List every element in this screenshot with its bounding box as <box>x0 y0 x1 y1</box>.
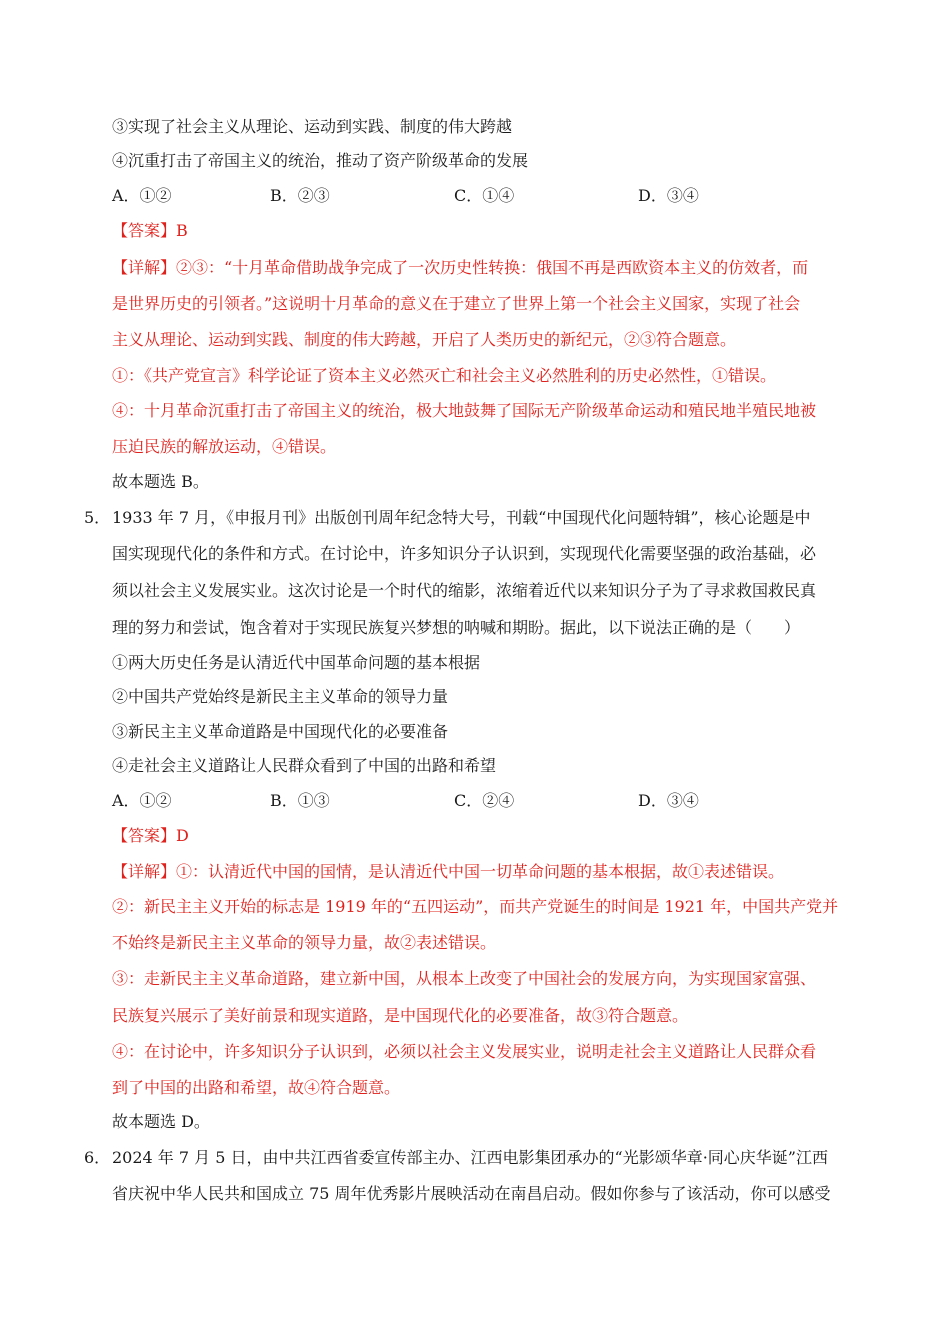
q5-option-c: C．②④ <box>454 791 515 810</box>
q5-stem-line-1: 1933 年 7 月，《申报月刊》出版创刊周年纪念特大号，刊载“中国现代化问题特辑”，核心论题是中 <box>112 508 811 527</box>
q5-option-a: A．①② <box>112 791 172 810</box>
q4-explanation-line-2: 是世界历史的引领者。”这说明十月革命的意义在于建立了世界上第一个社会主义国家，实现了社会 <box>112 294 801 313</box>
answer-label: 【答案】 <box>112 826 177 845</box>
q4-conclusion: 故本题选 B。 <box>112 472 209 491</box>
q4-option-a: A．①② <box>112 186 172 205</box>
q4-option-c: C．①④ <box>454 186 515 205</box>
q5-stem-line-3: 须以社会主义发展实业。这次讨论是一个时代的缩影，浓缩着近代以来知识分子为了寻求救国救民真 <box>112 581 817 600</box>
q4-option-b: B．②③ <box>270 186 330 205</box>
q5-option-d: D．③④ <box>638 791 699 810</box>
q5-statement-3: ③新民主主义革命道路是中国现代化的必要准备 <box>112 722 449 741</box>
q5-number: 5． <box>84 508 111 527</box>
q5-explanation-line-3: 不始终是新民主主义革命的领导力量，故②表述错误。 <box>112 933 497 952</box>
q5-stem-line-2: 国实现现代化的条件和方式。在讨论中，许多知识分子认识到，实现现代化需要坚强的政治基础，必 <box>112 544 817 563</box>
answer-value: D <box>176 826 189 845</box>
q4-explanation-line-3: 主义从理论、运动到实践、制度的伟大跨越，开启了人类历史的新纪元，②③符合题意。 <box>112 330 737 349</box>
q5-explanation-line-4: ③：走新民主主义革命道路，建立新中国，从根本上改变了中国社会的发展方向，为实现国家富强、 <box>112 969 817 988</box>
q4-statement-3: ③实现了社会主义从理论、运动到实践、制度的伟大跨越 <box>112 117 513 136</box>
q5-explanation-line-5: 民族复兴展示了美好前景和现实道路，是中国现代化的必要准备，故③符合题意。 <box>112 1006 689 1025</box>
q5-explanation-line-2: ②：新民主主义开始的标志是 1919 年的“五四运动”，而共产党诞生的时间是 1921 年，中国共产党并 <box>112 897 839 916</box>
q5-explanation-line-6: ④：在讨论中，许多知识分子认识到，必须以社会主义发展实业，说明走社会主义道路让人民群众看 <box>112 1042 817 1061</box>
q6-number: 6． <box>84 1148 111 1167</box>
q4-statement-4: ④沉重打击了帝国主义的统治，推动了资产阶级革命的发展 <box>112 151 529 170</box>
answer-label: 【答案】 <box>112 221 177 240</box>
q4-answer <box>112 220 188 242</box>
q5-explanation-line-1: 【详解】①：认清近代中国的国情，是认清近代中国一切革命问题的基本根据，故①表述错误。 <box>112 862 785 881</box>
q4-explanation-line-6: 压迫民族的解放运动，④错误。 <box>112 437 337 456</box>
q5-statement-4: ④走社会主义道路让人民群众看到了中国的出路和希望 <box>112 756 497 775</box>
q4-explanation-line-4: ①：《共产党宣言》科学论证了资本主义必然灭亡和社会主义必然胜利的历史必然性，①错误。 <box>112 366 777 385</box>
q4-option-d: D．③④ <box>638 186 699 205</box>
q5-answer <box>112 825 189 847</box>
q5-option-b: B．①③ <box>270 791 330 810</box>
q5-conclusion: 故本题选 D。 <box>112 1112 210 1131</box>
q6-stem-line-1: 2024 年 7 月 5 日，由中共江西省委宣传部主办、江西电影集团承办的“光影颂华章·同心庆华诞”江西 <box>112 1148 828 1167</box>
q5-statement-2: ②中国共产党始终是新民主主义革命的领导力量 <box>112 687 449 706</box>
q5-statement-1: ①两大历史任务是认清近代中国革命问题的基本根据 <box>112 653 481 672</box>
q4-explanation-line-5: ④：十月革命沉重打击了帝国主义的统治，极大地鼓舞了国际无产阶级革命运动和殖民地半殖民地被 <box>112 401 817 420</box>
q6-stem-line-2: 省庆祝中华人民共和国成立 75 周年优秀影片展映活动在南昌启动。假如你参与了该活动，你可以感受 <box>112 1184 831 1203</box>
q4-explanation-line-1: 【详解】②③：“十月革命借助战争完成了一次历史性转换：俄国不再是西欧资本主义的仿效者，而 <box>112 258 809 277</box>
answer-value: B <box>176 221 188 240</box>
q5-explanation-line-7: 到了中国的出路和希望，故④符合题意。 <box>112 1078 401 1097</box>
q5-stem-line-4: 理的努力和尝试，饱含着对于实现民族复兴梦想的呐喊和期盼。据此，以下说法正确的是（ ） <box>112 618 801 637</box>
